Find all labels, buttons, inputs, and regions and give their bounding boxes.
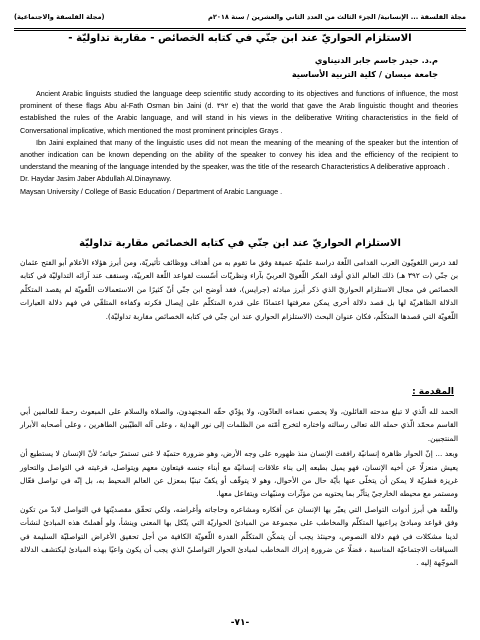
author-name: م.د. حيدر جاسم جابر الدنيناوي <box>314 55 438 65</box>
intro-paragraph-3: واللّغة هي أبرز أدوات التواصل التي يعبّر بها الإنسان عن أفكاره ومشاعره وحاجاته وأغراضه، ولكي تحقّق مقصديّتها في التواصل لابدّ من تكون وفق قواعد ومبادئ يراعيها المتكلّم والمخاطب على مجموعة من المبادئ الحواريّة التي يتّكل بها المعنى وينشأ، ولو أهملتّ هذه المبادئ لنشأت لدينا مشكلات في فهم دلالة النصوص، وحينئذ يجب أن يتمكّن المتكلّم القدرة اللّغويّة الكافية من أجل تحقيق الأغراض التواصليّة السليمة في السياقات الاجتماعيّة المناسبة ، فضلًا عن ضرورة إدراك المخاطب لمبادئ الحوار التواصليّ الذي يجب أن يكون واعيًا بهذه المبادئ ليكتشف الدلالة الموجّهة إليه . <box>20 504 458 568</box>
abstract-author-name: Dr. Haydar Jasim Jaber Abdullah Al.Dinaynawy. <box>20 174 172 184</box>
introduction-heading: المقدمة : <box>412 387 454 397</box>
arabic-abstract <box>20 256 458 323</box>
english-abstract <box>20 88 458 198</box>
header-left-note: (مجلة الفلسفة والاجتماعية) <box>14 13 105 21</box>
abstract-paragraph-1: Ancient Arabic linguists studied the language deep scientific study according to its objectives and functions of influence, the most prominent of these flags Abu al-Fath Osman bin Jaini (d. ٣٩٢ e) that the world that gave the Arab linguistic thought and theories established the rules of the Arabic language, and will stand in his views in the deliberative Writing characteristics in the field of Conversational implicative, which mentioned the most prominent principles Grays . <box>20 89 458 135</box>
intro-paragraph-2: وبعد ... إنّ الحوار ظاهرة إنسانيّة رافقت الإنسان منذ ظهوره على وجه الأرض، وهو ضرورة حتميّة لا غنى تستمرّ حياته؛ لأنّ الإنسان لا يستطيع أن يعيش منعزلًا عن أخيه الإنسان، فهو يميل بطبعه إلى بناء علاقات إنسانيّة مع أبناء جنسه فيتعاون معهم ويتواصل، فرغبته في التواصل والتحاور غريزة فطريّة لا يمكن أن يتخلّى عنها بأيّة حال من الأحوال، وهو لا يتوقّف أو يكفّ تبنيّا بمعزل عن العالم المحيط به، بل إنّه في تواصل فعّال ومستمر مع محيطه الخارجيّ يتأثّر بما يحتويه من مؤثّرات ومنبّهات ويتفاعل معها. <box>20 449 458 499</box>
introduction-body <box>20 405 458 572</box>
arabic-abstract-title: الاستلزام الحواريّ عند ابن جنّي في كتابه الخصائص مقاربة تداوليّة <box>79 238 401 249</box>
abstract-paragraph-2: Ibn Jaini explained that many of the linguistic uses did not mean the meaning of the meaning of the speaker but the intention of another indication can be known depending on the ability of the speaker to convey his idea and the efficiency of the recipient to understand the meaning of the language intended by the speaker, was the title of the research Characteristics A deliberative approach . <box>20 137 458 172</box>
arabic-abstract-paragraph: لقد درس اللغويّون العرب القدامى اللّغة دراسة علميّة عميقة وفق ما تقوم به من أهداف ووظائف تأثيريّة، ومن أبرز هؤلاء الأعلام أبو الفتح عثمان بن جنّي (ت ٣٩٢ هـ) ذلك العالم الذي أوقد الفكر اللّغويّ العربيّ بآراء ونظريّات أسّست لقواعد اللّغة العربيّة، وسنقف عند آرائه التداوليّة في كتابه الخصائص في مجال الاستلزام الحواريّ الذي ذكر أبرز مبادئه (جرايس)، فقد أوضح ابن جنّي أنّ كثيرًا من الاستعمالات اللّغويّة لم يقصد المتكلّم الدلالة الظاهريّة لها بل قصد دلالة أخرى يمكن معرفتها اعتمادًا على قدرة المتكلّم على إيصال فكرته وكفاءة المتلقّي في فهم دلالة العبارات اللّغويّة التي قصدها المتكلّم، فكان عنوان البحث (الاستلزام الحواري عند ابن جنّي في كتابه الخصائص مقاربة تداوليّة). <box>20 258 458 321</box>
abstract-institution: Maysan University / College of Basic Education / Department of Arabic Language . <box>20 186 283 196</box>
intro-paragraph-1: الحمد لله الّذي لا تبلغ مدحته القائلون، ولا يحصي نعماءه العادّون، ولا يؤدّي حقّه المجتهدون، والصلاة والسلام على المبعوث رحمةً للعالمين أبي القاسم محمّد الّذي حمله الله تعالى رسالته واختاره لتخرج أمّته من الظلمات إلى نور الهداية ، وعلى آله الطيّبين الطاهرين ، وعلى أصحابه الأبرار المنتجبين. <box>20 407 458 443</box>
header-issue-info: مجلة الفلسفة ... الإنسانية/ الجزء الثالث من العدد الثاني والعشرين / سنة ٢٠١٨م <box>208 13 466 21</box>
page-number: -٧١- <box>230 618 250 628</box>
running-header <box>14 8 466 31</box>
paper-title: الاستلزام الحواريّ عند ابن جنّي في كتابه الخصائص - مقاربة تداوليّة - <box>68 33 412 44</box>
author-affiliation: جامعة ميسان / كلية التربية الأساسية <box>291 69 438 79</box>
